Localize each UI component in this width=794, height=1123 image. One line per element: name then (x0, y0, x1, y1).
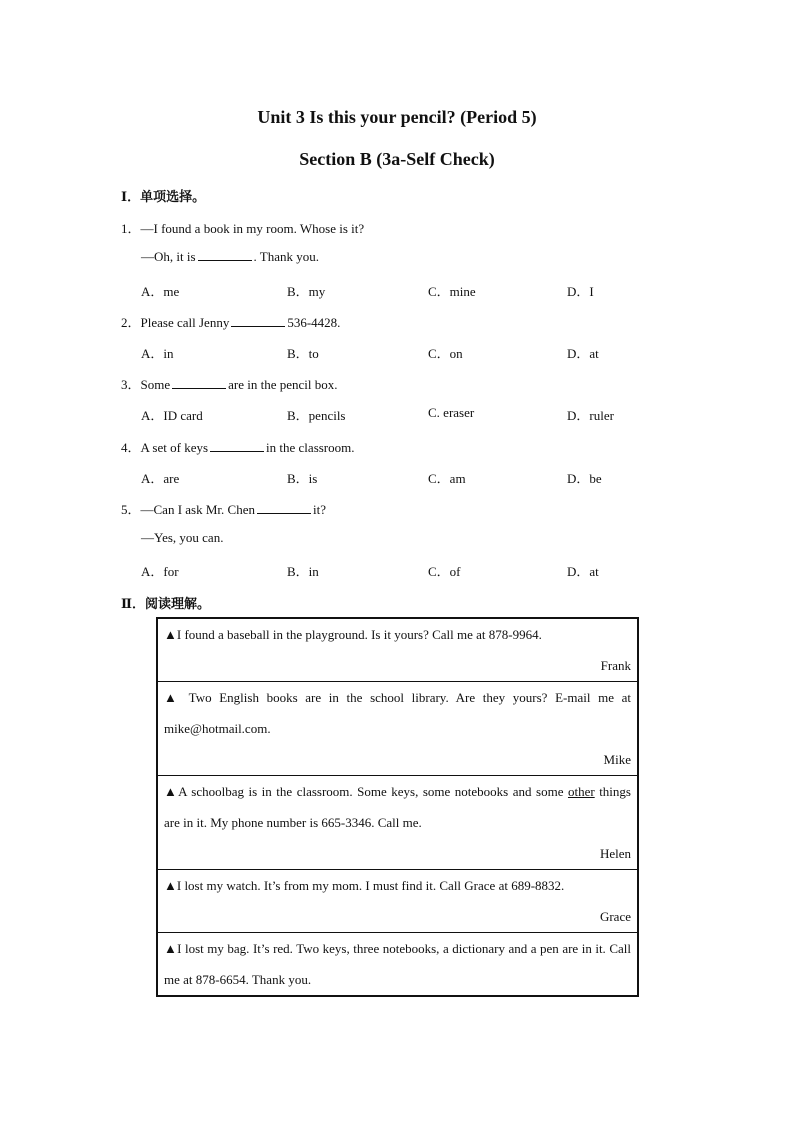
question-text: A set of keys (140, 440, 209, 455)
question-number: 1． (121, 221, 141, 236)
option-c: C．mine (428, 284, 476, 299)
notice-board-table (156, 617, 639, 997)
question-number: 3． (121, 377, 141, 392)
option-b: B．pencils (287, 408, 346, 423)
answer-blank (257, 502, 311, 514)
page-subtitle: Section B (3a-Self Check) (299, 149, 495, 169)
question-3 (121, 374, 338, 393)
option-b: B．in (287, 564, 319, 579)
notice-cell (157, 933, 638, 997)
notice-signature: Grace (599, 909, 631, 924)
option-d: D．ruler (567, 408, 614, 423)
question-text: —Can I ask Mr. Chen (140, 502, 255, 517)
question-text: it? (312, 502, 326, 517)
notice-signature: Helen (599, 846, 631, 861)
notice-cell (157, 776, 638, 870)
question-1 (121, 218, 364, 237)
answer-blank (231, 315, 285, 327)
question-2 (121, 312, 340, 331)
question-text: 536-4428. (287, 315, 341, 330)
part1-heading: Ⅰ．单项选择。 (121, 189, 206, 204)
notice-cell (157, 618, 638, 682)
part2-heading: Ⅱ．阅读理解。 (121, 596, 210, 611)
question-number: 5． (121, 502, 141, 517)
option-a: A．are (141, 471, 180, 486)
question-5-reply: —Yes, you can. (141, 530, 224, 545)
question-4 (121, 437, 355, 456)
question-text: are in the pencil box. (228, 377, 338, 392)
option-a: A．for (141, 564, 179, 579)
notice-signature: Mike (603, 752, 631, 767)
question-5 (121, 499, 326, 518)
option-c: C．am (428, 471, 466, 486)
notice-signature: Frank (600, 658, 631, 673)
option-b: B．my (287, 284, 326, 299)
underlined-word: other (567, 784, 595, 799)
notice-text: ▲I lost my watch. It’s from my mom. I must find it. Call Grace at 689-8832. (164, 878, 565, 893)
option-a: A．in (141, 346, 174, 361)
notice-text-part: ▲A schoolbag is in the classroom. Some keys, some notebooks and some (164, 784, 568, 799)
question-number: 2． (121, 315, 141, 330)
notice-text: ▲I found a baseball in the playground. Is it yours? Call me at 878-9964. (164, 627, 542, 642)
option-b: B．is (287, 471, 318, 486)
page-title: Unit 3 Is this your pencil? (Period 5) (257, 107, 537, 127)
answer-blank (210, 440, 264, 452)
notice-text: ▲ Two English books are in the school library. Are they yours? E-mail me at mike@hotmail.com. (164, 690, 631, 736)
option-d: D．at (567, 564, 599, 579)
option-c: C. eraser (428, 405, 475, 420)
option-c: C．on (428, 346, 463, 361)
notice-text-part: things are in it. My phone number is 665-3346. Call me. (164, 784, 631, 830)
question-text: —Oh, it is (141, 249, 196, 264)
option-d: D．at (567, 346, 599, 361)
table-row (157, 933, 638, 997)
question-text: . Thank you. (253, 249, 320, 264)
table-row (157, 618, 638, 682)
question-number: 4． (121, 440, 141, 455)
option-d: D．be (567, 471, 602, 486)
notice-text (164, 776, 631, 838)
question-text: Some (140, 377, 171, 392)
question-text: in the classroom. (266, 440, 355, 455)
notice-text: ▲I lost my bag. It’s red. Two keys, three notebooks, a dictionary and a pen are in it. Call me at 878-6654. Thank you. (164, 941, 631, 987)
table-row (157, 682, 638, 776)
option-c: C．of (428, 564, 461, 579)
option-a: A．ID card (141, 408, 203, 423)
answer-blank (198, 249, 252, 261)
option-d: D．I (567, 284, 594, 299)
option-a: A．me (141, 284, 180, 299)
table-row (157, 776, 638, 870)
question-text: Please call Jenny (140, 315, 230, 330)
answer-blank (172, 377, 226, 389)
notice-cell (157, 682, 638, 776)
table-row (157, 870, 638, 933)
question-1-reply (141, 249, 319, 265)
option-b: B．to (287, 346, 319, 361)
notice-cell (157, 870, 638, 933)
question-text: —I found a book in my room. Whose is it? (140, 221, 365, 236)
